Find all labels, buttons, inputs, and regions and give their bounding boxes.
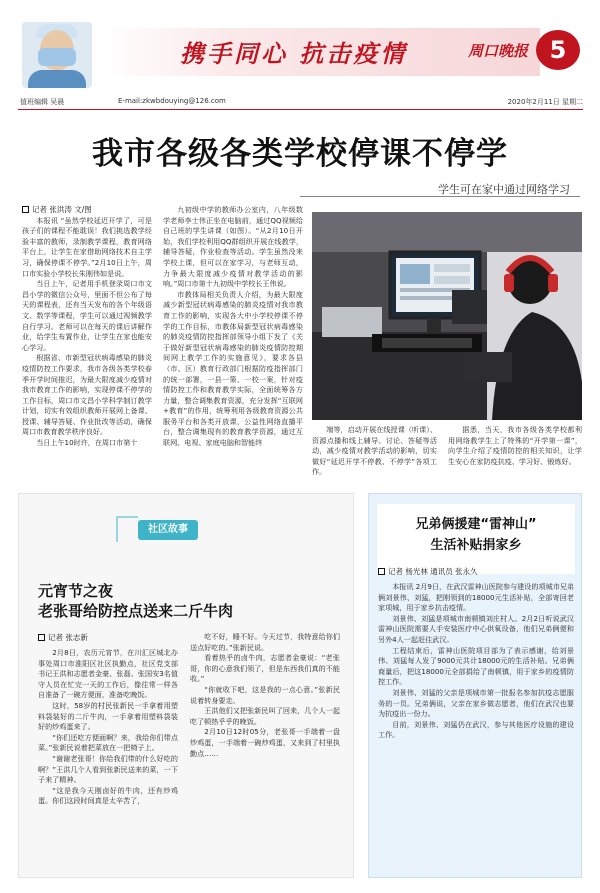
article1-column-4 (448, 425, 582, 485)
header-photo (22, 22, 92, 88)
face-mask (38, 48, 76, 66)
paragraph: 目前，刘景伟、刘猛仍在武汉，参与其他医疗设施的建设工作。 (378, 719, 574, 740)
article1-column-2 (163, 205, 303, 485)
article3-body (378, 582, 574, 870)
paragraph: 王洪他们又把张新民叫了回来，几个人一起吃了顿热乎乎的晚饭。 (190, 706, 340, 726)
editors: 值班编辑 吴晨 (20, 98, 65, 106)
paragraph: “你们还吃方便面啊？来，我给你们带点菜。”张新民说着把菜放在一把椅子上。 (38, 732, 178, 753)
paragraph: 吃不好，睡不好。今天过节，我特意给你们送点好吃的。”张新民说。 (190, 632, 340, 652)
article3-title-line2: 生活补贴捐家乡 (430, 538, 522, 553)
paragraph: “这是我今天刚卤好的牛肉，还有炒鸡蛋。你们这段时间真是太辛苦了， (38, 785, 178, 806)
byline-text: 记者 张志新 (48, 633, 88, 642)
article2-byline (38, 632, 88, 643)
coat (28, 70, 86, 88)
article2-column-2 (190, 632, 340, 870)
page-header (0, 0, 600, 118)
subhead-rule (300, 196, 580, 197)
classroom-photo-illustration (312, 212, 582, 420)
paragraph: 端等，启动开展在线授课（听课）、资源点播和线上辅导、讨论、答疑等活动，减少疫情对教学活动的影响，切实做好“延迟开学不停教、不停学”各项工作。 (312, 425, 437, 477)
main-headline: 我市各级各类学校停课不停学 (92, 136, 508, 172)
paragraph: “谢谢老张哥！你给我们带的什么好吃的啊？”王洪几个人看到张新民送来的菜，一下子来了精神。 (38, 753, 178, 785)
paragraph: 2月8日，农历元宵节，在川汇区城北办事处周口市淮阳区社区执勤点，社区党支部书记王洪和志愿者金豪、张磊、张国安3名值守人员在忙完一天的工作后，像往常一样各自准备了一碗方便面，准备吃晚饭。 (38, 648, 178, 700)
article3-byline (378, 566, 478, 577)
paragraph: 据悉，当天，我市各级各类学校都利用网络教学生上了特殊的“开学第一课”，向学生介绍了疫情防控的相关知识，让学生安心在家防疫抗疫、学习好、锻炼好。 (448, 425, 582, 466)
article-photo (312, 212, 582, 420)
paragraph: 本报讯 2月9日，在武汉雷神山医院参与建设的项城市兄弟俩刘景伟、刘猛，把刚领到的18000元生活补贴，全部寄回老家项城，用于家乡抗击疫情。 (378, 582, 574, 613)
byline-text: 记者 杨光林 通讯员 张永久 (388, 567, 478, 576)
paragraph: 这时，58岁的村民张新民一手拿着用塑料袋装好的二斤牛肉，一手拿着用塑料袋装好的炒鸡蛋来了。 (38, 700, 178, 732)
article2-title-line1: 元宵节之夜 (38, 582, 114, 600)
article2-title-line2: 老张哥给防控点送来二斤牛肉 (38, 602, 234, 620)
article1-column-1 (22, 205, 152, 485)
subheadline: 学生可在家中通过网络学习 (438, 183, 570, 196)
paragraph: 刘景伟、刘猛是项城市南顿镇刘庄村人。2月2日听说武汉雷神山医院需要人手安装医疗中心供氧设备，他们兄弟俩便和另外4人一起赶往武汉。 (378, 613, 574, 644)
byline-box-icon (22, 206, 29, 213)
section-tag: 社区故事 (138, 520, 198, 540)
paragraph: 当日上午10时许，在周口市第十 (36, 438, 138, 448)
article1-column-3 (312, 425, 437, 485)
tag-decoration (116, 516, 138, 542)
paragraph: 九初级中学的教师办公室内，八年级数学老师李士伟正坐在电脑前，通过QQ视频给自己班的学生讲课（如图）。“从2月10日开始，我们学校利用QQ群组织开展在线教学，辅导答疑，作业检查等活动。学生虽然没来学校上课，但可以在家学习，与老师互动，力争最大限度减少疫情对教学活动的影响。”周口市第十九初级中学校长王伟说。 (163, 205, 303, 289)
page-number: 5 (536, 30, 580, 70)
paragraph: “你就收下吧，这是我的一点心意。”张新民说着转身要走。 (190, 684, 340, 705)
date: 2020年2月11日 星期二 (507, 98, 583, 106)
paragraph: 看着热乎的卤牛肉，志愿者金豪说：“老张哥，你的心意我们领了，但是东西我们真的不能收。” (190, 653, 340, 684)
article1-byline (22, 205, 152, 216)
paragraph: 2月10日12时05分，老张哥一手端着一盘炒鸡蛋，一手端着一碗炒鸡蛋，又来到了村里执勤点…… (190, 727, 340, 758)
email: E-mail:zkwbdouying@126.com (118, 97, 226, 105)
article2-column-1 (38, 648, 178, 870)
byline-box-icon (38, 634, 45, 641)
paragraph: 工程结束后，雷神山医院项目部为了表示感谢，给刘景伟、刘猛每人发了9000元共计18000元的生活补贴。兄弟俩商量后，把这18000元全部捐给了南顿镇，用于家乡的疫情防控工作。 (378, 645, 574, 687)
paragraph: 刘景伟、刘猛的父亲是项城市第一批报名参加抗疫志愿服务的一员。兄弟俩说，父亲在家乡做志愿者，他们在武汉也要为抗疫出一份力。 (378, 687, 574, 719)
paragraph: 本报讯 “虽然学校延迟开学了，可是孩子们的课程不能耽误！我们挑选教学经验丰富的教师，录制教学课程，教育网络平台上，让学生在家借助网络技术自主学习，确保停课不停学。”2月10日上午，周口市实验小学校长朱刚伟如是说。 (22, 215, 152, 278)
paragraph: 市教体局相关负责人介绍，为最大限度减少新型冠状病毒感染的肺炎疫情对我市教育工作的影响，实现各大中小学校停课不停学的工作目标，市教体局新型冠状病毒感染的肺炎疫情防控指挥部领导小组下发了《关于做好新型冠状病毒感染的肺炎疫情防控期间网上教学工作的实施意见》，要求各县（市、区）教育行政部门根据防疫指挥部门的统一部署，一县一策、一校一案，针对疫情防控工作和教育教学实际，全面统筹各方力量，整合调集教育资源，充分发挥“互联网+教育”的作用，统筹利用各级教育资源公共服务平台和各类开放课，公益性网络直播平台，整合调集现有的教育教学资源，通过互联网、电视、家庭电脑和智能终 (163, 289, 303, 448)
paragraph: 根据省、市新型冠状病毒感染的肺炎疫情防控工作要求，我市各级各类学校春季开学时间推迟，为最大限度减少疫情对我市教育工作的影响，实现停课不停学的工作目标，周口市文昌小学科学制订教学计划，切实有效组织教师开展网上备课、授课、辅导答疑、作业批改等活动，确保周口市教育教学秩序良好。 (22, 353, 152, 437)
paper-name: 周口晚报 (468, 42, 529, 60)
byline-text: 记者 张洪涛 文/图 (32, 205, 92, 214)
slogan: 携手同心 抗击疫情 (180, 39, 408, 68)
article3-title-line1: 兄弟俩援建“雷神山” (415, 517, 537, 532)
paragraph: 当日上午，记者用手机登录周口市文昌小学的微信公众号，里面不但公布了每天的课程表，还有当天发布的各个年级语文、数学等课程，学生可以通过视频教学自行学习。老师可以在每天的课后讲解作业，给学生布置作业，让学生在家也能安心学习。 (22, 279, 152, 352)
meta-row (18, 95, 583, 109)
byline-box-icon (378, 568, 385, 575)
header-rule (18, 109, 583, 110)
